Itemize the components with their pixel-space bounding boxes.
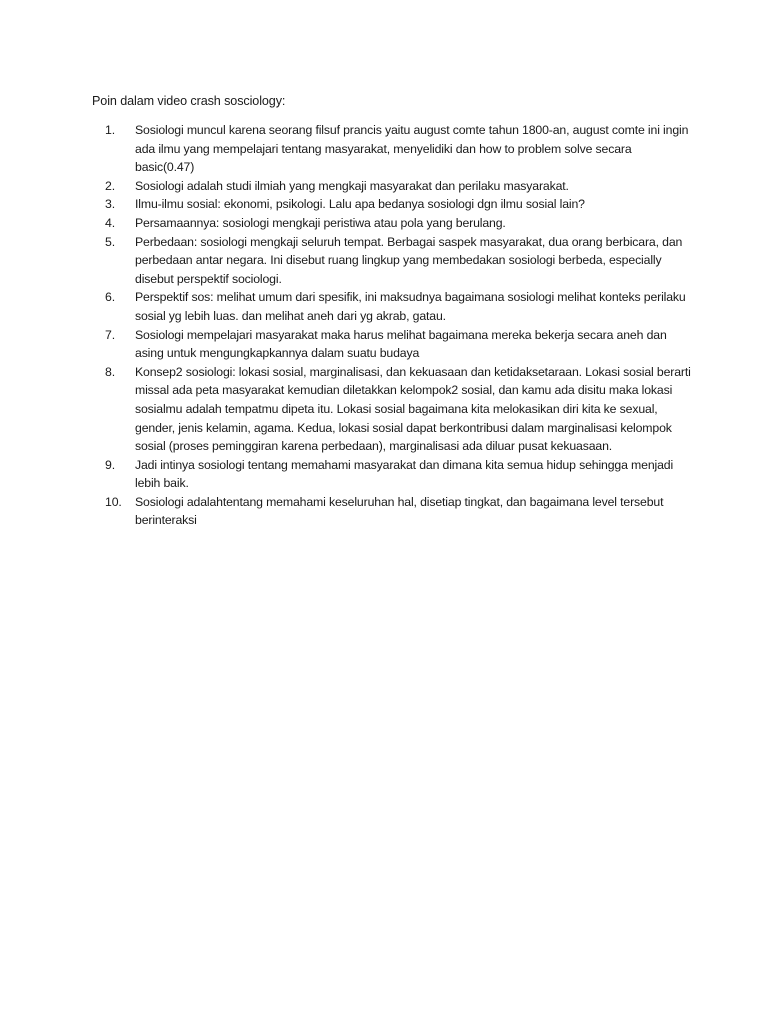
list-item-number: 6. [105, 290, 115, 305]
list-item-text: Konsep2 sosiologi: lokasi sosial, marginalisasi, dan kekuasaan dan ketidaksetaraan. Lokasi sosial berarti missal ada peta masyarakat kemudian diletakkan kelompok2 sosial, dan kamu ada disitu maka lokasi sosialmu adalah tempatmu dipeta itu. Lokasi sosial bagaimana kita melokasikan diri kita ke sexual, gender, jenis kelamin, agama. Kedua, lokasi sosial dapat berkontribusi dalam marginalisasi kelompok sosial (proses peminggiran karena perbedaan), marginalisasi ada diluar pusat kekuasaan. [135, 364, 691, 454]
list-item-number: 7. [105, 327, 115, 342]
list-item-number: 5. [105, 234, 115, 249]
list-item-number: 1. [105, 123, 115, 137]
list-item-number: 8. [105, 364, 115, 379]
list-item [92, 233, 692, 289]
document-title: Poin dalam video crash sosciology: [92, 94, 286, 108]
list-item-number: 3. [105, 197, 115, 212]
points-list [92, 121, 692, 530]
list-item [92, 493, 692, 530]
list-item-text: Perspektif sos: melihat umum dari spesifik, ini maksudnya bagaimana sosiologi melihat konteks perilaku sosial yg lebih luas. dan melihat aneh dari yg akrab, gatau. [135, 290, 686, 323]
list-item [92, 195, 692, 214]
list-item [92, 214, 692, 233]
list-item [92, 363, 692, 456]
list-item-number: 9. [105, 457, 115, 472]
list-item [92, 326, 692, 363]
list-item-number: 2. [105, 178, 115, 193]
list-item [92, 121, 692, 177]
list-item-text: Sosiologi adalah studi ilmiah yang mengkaji masyarakat dan perilaku masyarakat. [135, 178, 569, 193]
list-item-number: 10. [105, 494, 122, 509]
list-item-text: Sosiologi mempelajari masyarakat maka harus melihat bagaimana mereka bekerja secara aneh dan asing untuk mengungkapkannya dalam suatu budaya [135, 327, 667, 361]
list-item-text: Sosiologi adalahtentang memahami keseluruhan hal, disetiap tingkat, dan bagaimana level tersebut berinteraksi [135, 494, 664, 528]
list-item [92, 177, 692, 196]
list-item [92, 288, 692, 325]
list-item-number: 4. [105, 215, 115, 230]
list-item-text: Persamaannya: sosiologi mengkaji peristiwa atau pola yang berulang. [135, 215, 506, 230]
list-item-text: Jadi intinya sosiologi tentang memahami masyarakat dan dimana kita semua hidup sehingga menjadi lebih baik. [135, 457, 674, 491]
list-item-text: Perbedaan: sosiologi mengkaji seluruh tempat. Berbagai saspek masyarakat, dua orang berbicara, dan perbedaan antar negara. Ini disebut ruang lingkup yang membedakan sosiologi berbeda, especially disebut perspektif sociologi. [135, 234, 683, 286]
list-item [92, 456, 692, 493]
list-item-text: Sosiologi muncul karena seorang filsuf prancis yaitu august comte tahun 1800-an, august comte ini ingin ada ilmu yang mempelajari tentang masyarakat, menyelidiki dan how to problem solve secara basic(0.47) [135, 123, 689, 175]
list-item-text: Ilmu-ilmu sosial: ekonomi, psikologi. Lalu apa bedanya sosiologi dgn ilmu sosial lain? [135, 197, 585, 212]
